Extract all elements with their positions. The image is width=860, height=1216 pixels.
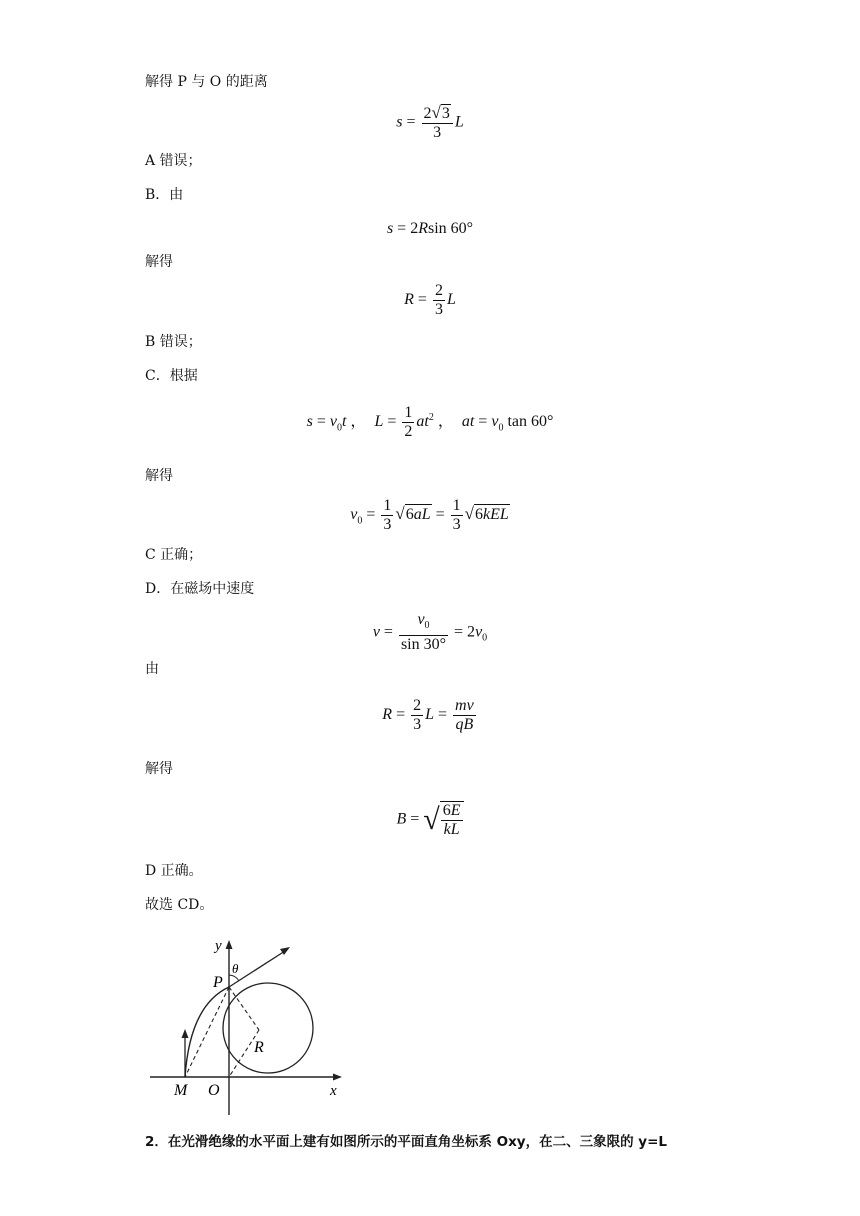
y-axis-arrow <box>226 940 233 949</box>
trajectory-figure <box>150 935 350 1120</box>
text-line: 解得 P 与 O 的距离 <box>145 74 268 90</box>
text-line: C 正确； <box>145 547 203 563</box>
equation-v: v = $\frac{v_0}{\sin 30^\circ}$ = $2v_0$ <box>372 611 488 654</box>
text-line: B 错误； <box>145 334 202 350</box>
y-label: y <box>215 938 222 954</box>
text-line: D 正确。 <box>145 863 203 879</box>
equation-r: R = $\frac{2}{3}$ L <box>404 282 456 318</box>
text-line: 由 <box>145 661 159 677</box>
x-axis-arrow <box>333 1074 342 1081</box>
equation-v0: $v_0$ = $\frac{1}{3}$ √6aL = $\frac{1}{3}$ √6kEL <box>350 497 509 533</box>
text-line: C．根据 <box>145 368 198 384</box>
text-line: 解得 <box>145 761 173 777</box>
o-label: O <box>208 1082 220 1099</box>
initial-velocity-arrow <box>182 1029 189 1038</box>
theta-label: θ <box>232 961 239 976</box>
equation-kinematics: $s = v_0t$ ， L = $\frac{1}{2}$ $at^2$ ， at = $v_0$ tan 60° <box>306 404 554 440</box>
x-label: x <box>330 1083 337 1099</box>
equation-r-mv: R = $\frac{2}{3}$ L = $\frac{mv}{qB}$ <box>382 697 474 733</box>
question-number: 2． <box>145 1134 168 1150</box>
text-line: 故选 CD。 <box>145 897 214 913</box>
text-line: 解得 <box>145 254 173 270</box>
text-line: 解得 <box>145 468 173 484</box>
text-line: B．由 <box>145 187 184 203</box>
m-label: M <box>174 1082 188 1099</box>
question-text: 在光滑绝缘的水平面上建有如图所示的平面直角坐标系 Oxy，在二、三象限的 y=L <box>167 1134 668 1150</box>
trajectory-circle <box>223 983 313 1073</box>
question-2 <box>145 1133 667 1151</box>
text-line: A 错误； <box>145 153 202 169</box>
dashed-radius-p <box>229 987 259 1030</box>
text-line: D．在磁场中速度 <box>145 581 255 597</box>
equation-s: s = $\frac{2√3}{3}$ L <box>396 103 464 141</box>
p-label: P <box>213 974 223 991</box>
dashed-mp <box>185 987 229 1077</box>
equation-s-2r: s = 2Rsin 60° <box>386 220 474 237</box>
r-label: R <box>254 1039 264 1056</box>
equation-b: B = √ $\frac{6E}{kL}$ <box>0 801 860 839</box>
